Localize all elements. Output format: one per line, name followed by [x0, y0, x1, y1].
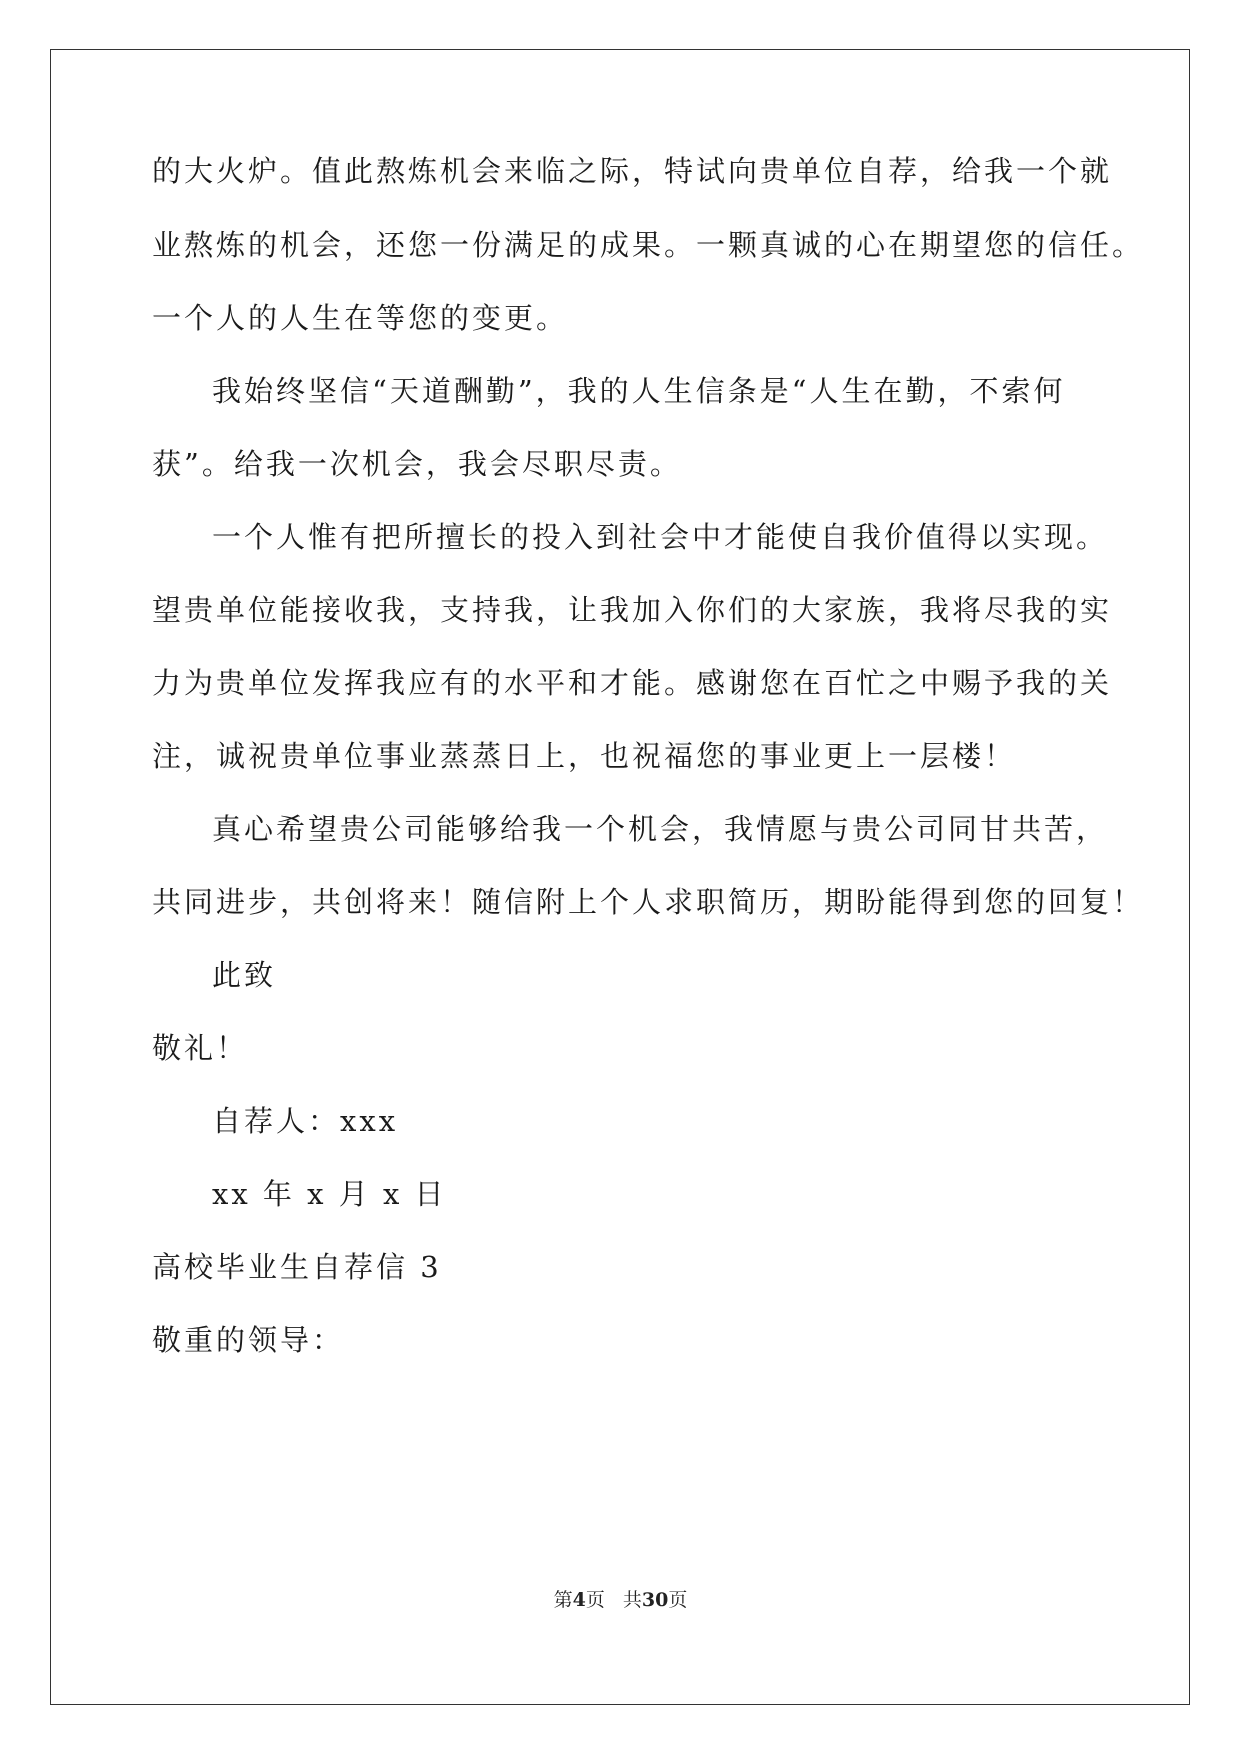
body-text-line: 一个人的人生在等您的变更。 [152, 301, 569, 335]
body-text-line: 的大火炉。值此熬炼机会来临之际，特试向贵单位自荐，给我一个就 [152, 154, 1113, 188]
date-line: xx 年 x 月 x 日 [212, 1177, 447, 1211]
page-prefix: 第 [553, 1589, 573, 1611]
section-heading: 高校毕业生自荐信 3 [152, 1250, 442, 1284]
body-text-line: 共同进步，共创将来！随信附上个人求职简历，期盼能得到您的回复！ [152, 885, 1145, 919]
page-footer [0, 1588, 1241, 1612]
page-label: 页 [585, 1589, 605, 1611]
total-suffix: 页 [668, 1589, 688, 1611]
signature-line: 自荐人：xxx [212, 1104, 399, 1138]
greeting-line: 敬重的领导： [152, 1323, 345, 1357]
body-text-line: 力为贵单位发挥我应有的水平和才能。感谢您在百忙之中赐予我的关 [152, 666, 1113, 700]
body-text-line: 业熬炼的机会，还您一份满足的成果。一颗真诚的心在期望您的信任。 [152, 228, 1145, 262]
body-text-line: 获”。给我一次机会，我会尽职尽责。 [152, 447, 682, 481]
total-prefix: 共 [622, 1589, 642, 1611]
salutation-closing: 敬礼！ [152, 1031, 249, 1065]
paragraph-start-line: 一个人惟有把所擅长的投入到社会中才能使自我价值得以实现。 [212, 520, 1109, 554]
body-text-line: 望贵单位能接收我，支持我，让我加入你们的大家族，我将尽我的实 [152, 593, 1113, 627]
paragraph-start-line: 我始终坚信“天道酬勤”，我的人生信条是“人生在勤，不索何 [212, 374, 1066, 408]
closing-phrase: 此致 [212, 958, 277, 992]
total-page-count: 30 [641, 1589, 669, 1611]
body-text-line: 注，诚祝贵单位事业蒸蒸日上，也祝福您的事业更上一层楼！ [152, 739, 1017, 773]
current-page-number: 4 [572, 1589, 586, 1611]
paragraph-start-line: 真心希望贵公司能够给我一个机会，我情愿与贵公司同甘共苦， [212, 812, 1109, 846]
